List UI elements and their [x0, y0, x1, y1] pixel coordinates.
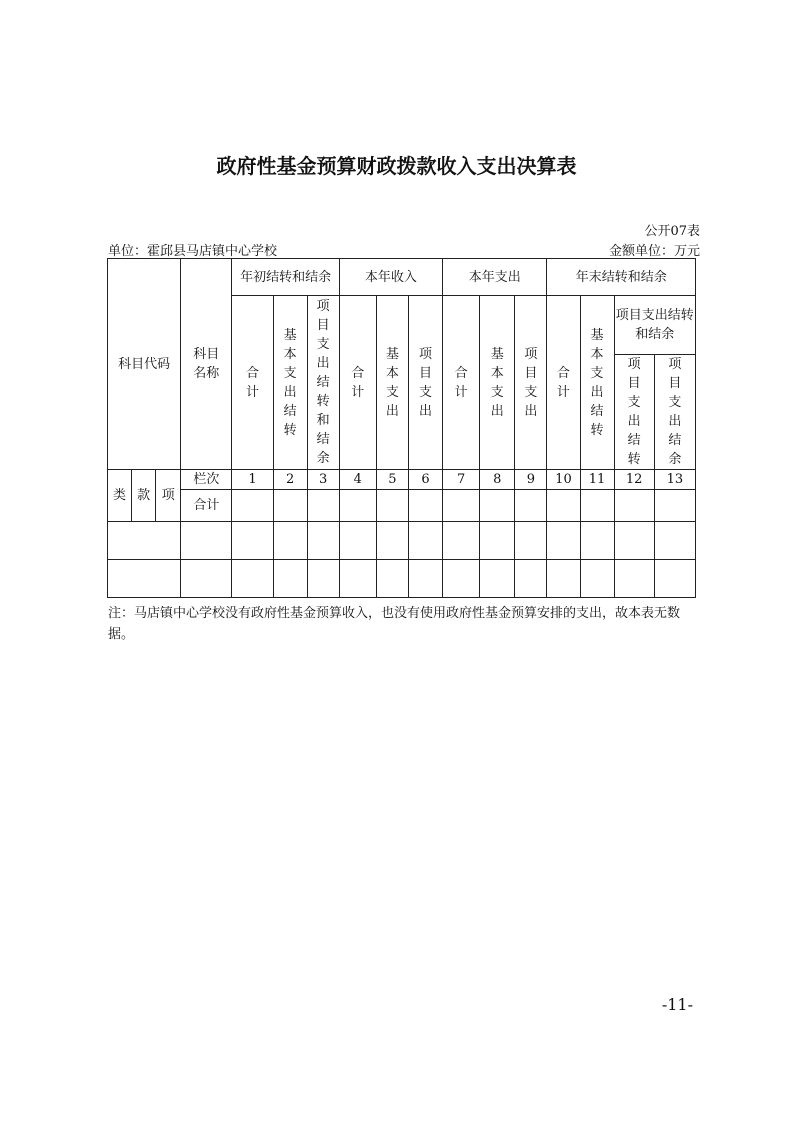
data-cell [376, 560, 408, 598]
data-cell [654, 560, 695, 598]
data-cell [181, 522, 232, 560]
col-number: 4 [339, 470, 376, 490]
subject-code-header: 科目代码 [108, 259, 181, 470]
class-header: 类 [108, 470, 132, 522]
col-header-2: 基本支出结转 [273, 296, 307, 470]
data-cell [232, 560, 273, 598]
col-header-4: 合计 [339, 296, 376, 470]
section-header: 款 [132, 470, 156, 522]
data-cell [307, 560, 339, 598]
data-cell [515, 522, 547, 560]
col-header-11: 基本支出结转 [580, 296, 614, 470]
total-row [108, 490, 696, 522]
empty-row [108, 560, 696, 598]
data-cell [580, 522, 614, 560]
col-header-10: 合计 [547, 296, 580, 470]
data-cell [408, 490, 442, 522]
col-number: 11 [580, 470, 614, 490]
data-cell [232, 490, 273, 522]
col-number: 6 [408, 470, 442, 490]
col-number: 2 [273, 470, 307, 490]
item-header: 项 [156, 470, 181, 522]
column-number-row [108, 470, 696, 490]
row-index-label: 栏次 [181, 470, 232, 490]
end-balance-header: 年末结转和结余 [547, 259, 696, 296]
footnote: 注：马店镇中心学校没有政府性基金预算收入，也没有使用政府性基金预算安排的支出，故本表无数据。 [108, 606, 681, 642]
data-cell [654, 522, 695, 560]
data-cell [547, 522, 580, 560]
col-number: 8 [480, 470, 515, 490]
col-number: 5 [376, 470, 408, 490]
data-cell [580, 490, 614, 522]
data-cell [108, 522, 181, 560]
data-cell [339, 560, 376, 598]
data-cell [614, 522, 654, 560]
data-cell [547, 490, 580, 522]
amount-unit: 金额单位：万元 [608, 244, 700, 259]
data-cell [515, 560, 547, 598]
col-header-13: 项目支出结余 [654, 355, 695, 470]
col-header-6: 项目支出 [408, 296, 442, 470]
data-cell [307, 490, 339, 522]
data-cell [108, 560, 181, 598]
col-number: 13 [654, 470, 695, 490]
reporting-unit: 单位：霍邱县马店镇中心学校 [108, 244, 278, 259]
page-number: -11- [661, 995, 693, 1014]
col-number: 12 [614, 470, 654, 490]
data-cell [480, 490, 515, 522]
empty-row [108, 522, 696, 560]
data-cell [307, 522, 339, 560]
data-cell [614, 560, 654, 598]
col-number: 10 [547, 470, 580, 490]
data-cell [339, 490, 376, 522]
begin-balance-header: 年初结转和结余 [232, 259, 339, 296]
data-cell [614, 490, 654, 522]
col-number: 9 [515, 470, 547, 490]
col-header-1: 合计 [232, 296, 273, 470]
col-number: 3 [307, 470, 339, 490]
data-cell [408, 560, 442, 598]
data-cell [443, 522, 480, 560]
expense-header: 本年支出 [443, 259, 547, 296]
data-cell [654, 490, 695, 522]
data-cell [232, 522, 273, 560]
data-cell [480, 522, 515, 560]
data-cell [181, 560, 232, 598]
subject-name-header: 科目名称 [181, 259, 232, 470]
col-number: 7 [443, 470, 480, 490]
data-cell [273, 560, 307, 598]
data-cell [376, 522, 408, 560]
col-header-3: 项目支出结转和结余 [307, 296, 339, 470]
col-header-12: 项目支出结转 [614, 355, 654, 470]
document-title: 政府性基金预算财政拨款收入支出决算表 [216, 154, 577, 178]
total-label: 合计 [181, 490, 232, 522]
data-cell [273, 490, 307, 522]
project-balance-header: 项目支出结转和结余 [614, 296, 695, 355]
data-cell [547, 560, 580, 598]
data-cell [339, 522, 376, 560]
data-cell [580, 560, 614, 598]
income-header: 本年收入 [339, 259, 442, 296]
header-row-1 [108, 259, 696, 296]
col-header-9: 项目支出 [515, 296, 547, 470]
data-cell [480, 560, 515, 598]
budget-report-table [107, 258, 696, 598]
form-number: 公开07表 [644, 224, 700, 239]
data-cell [273, 522, 307, 560]
col-header-7: 合计 [443, 296, 480, 470]
col-header-8: 基本支出 [480, 296, 515, 470]
col-header-5: 基本支出 [376, 296, 408, 470]
col-number: 1 [232, 470, 273, 490]
data-cell [515, 490, 547, 522]
data-cell [408, 522, 442, 560]
data-cell [443, 560, 480, 598]
data-cell [376, 490, 408, 522]
data-cell [443, 490, 480, 522]
